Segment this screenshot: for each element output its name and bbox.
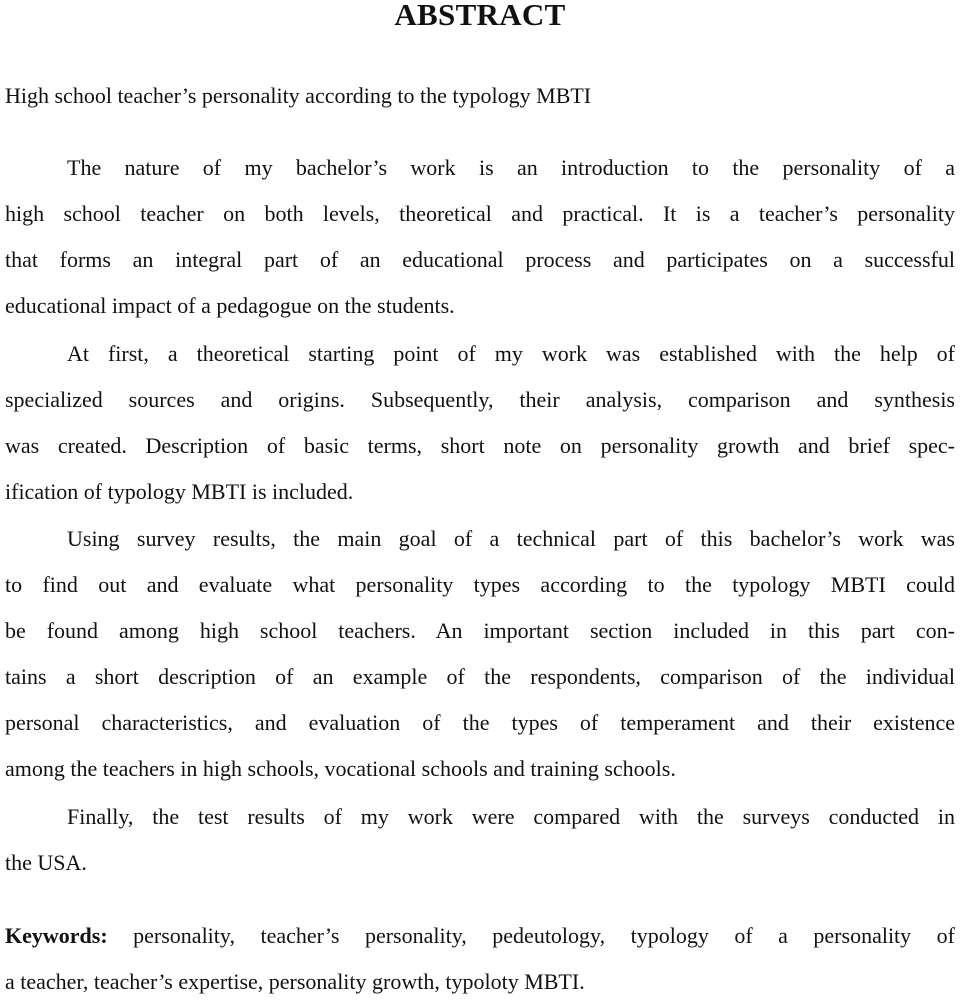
- paragraph-line: be found among high school teachers. An important section included in this part con-: [5, 618, 955, 643]
- paragraph-line: personal characteristics, and evaluation of the types of temperament and their existence: [5, 710, 955, 735]
- keywords-line: [5, 913, 955, 959]
- keywords-text: personality, teacher’s personality, pedeutology, typology of a personality of: [107, 923, 955, 948]
- paragraph-line: educational impact of a pedagogue on the students.: [5, 293, 455, 318]
- abstract-page: [5, 0, 955, 994]
- paragraph-line: At first, a theoretical starting point of my work was established with the help of: [67, 341, 955, 366]
- paragraph-line: was created. Description of basic terms, short note on personality growth and brief spec-: [5, 433, 955, 458]
- paragraph-line: Finally, the test results of my work were compared with the surveys conducted in: [67, 804, 955, 829]
- paragraph-line: that forms an integral part of an educational process and participates on a successful: [5, 247, 955, 272]
- paragraph-line: ification of typology MBTI is included.: [5, 479, 354, 504]
- paragraph-line: Using survey results, the main goal of a technical part of this bachelor’s work was: [67, 526, 955, 551]
- paragraph-line: the USA.: [5, 850, 87, 875]
- paragraph-line: to find out and evaluate what personality types according to the typology MBTI could: [5, 572, 955, 597]
- paragraph-4: [5, 794, 955, 886]
- paragraph-line: high school teacher on both levels, theoretical and practical. It is a teacher’s personality: [5, 201, 955, 226]
- paragraph-2: [5, 331, 955, 515]
- page-title: ABSTRACT: [394, 0, 566, 32]
- paragraph-1: [5, 145, 955, 329]
- paragraph-3: [5, 516, 955, 792]
- thesis-subtitle: High school teacher’s personality according to the typology MBTI: [5, 83, 592, 108]
- paragraph-line: The nature of my bachelor’s work is an introduction to the personality of a: [67, 155, 955, 180]
- paragraph-line: among the teachers in high schools, vocational schools and training schools.: [5, 756, 676, 781]
- keywords-section: [5, 913, 955, 1005]
- keywords-line: a teacher, teacher’s expertise, personality growth, typoloty MBTI.: [5, 969, 585, 994]
- paragraph-line: specialized sources and origins. Subsequently, their analysis, comparison and synthesis: [5, 387, 955, 412]
- keywords-label: Keywords:: [5, 923, 108, 948]
- paragraph-line: tains a short description of an example of the respondents, comparison of the individual: [5, 664, 955, 689]
